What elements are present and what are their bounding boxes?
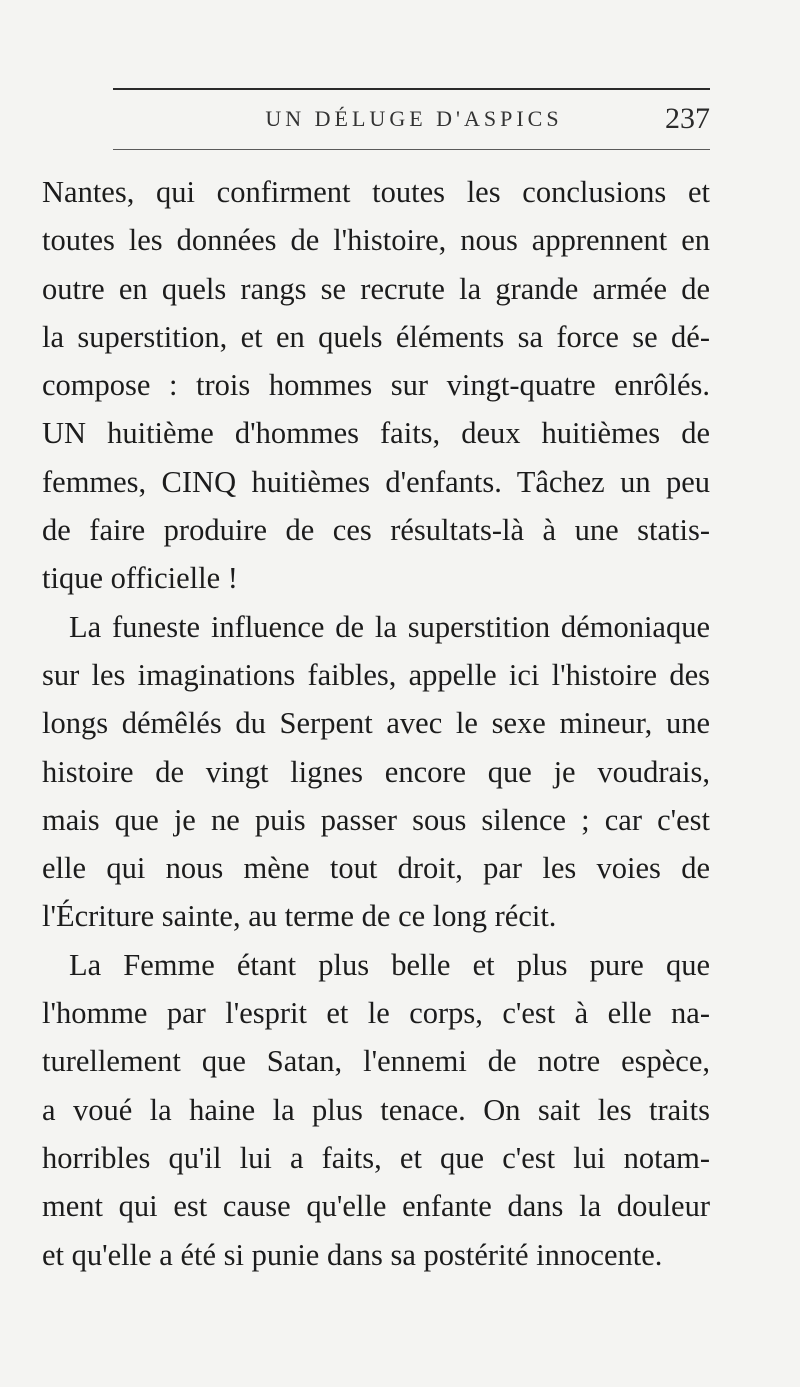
header-rule-bottom [113, 149, 710, 150]
text-line: turellement que Satan, l'ennemi de notre espèce, [42, 1044, 710, 1079]
text-line: La Femme étant plus belle et plus pure que [69, 947, 710, 982]
text-line: a voué la haine la plus tenace. On sait les traits [42, 1092, 710, 1127]
text-line: l'Écriture sainte, au terme de ce long récit. [42, 899, 557, 934]
text-line: compose : trois hommes sur vingt-quatre enrôlés. [42, 368, 710, 403]
text-line: mais que je ne puis passer sous silence ; car c'est [42, 802, 710, 837]
text-line: horribles qu'il lui a faits, et que c'est lui notam- [42, 1140, 710, 1175]
text-line: La funeste influence de la superstition démoniaque [69, 609, 710, 644]
text-line: et qu'elle a été si punie dans sa postérité innocente. [42, 1237, 663, 1272]
text-line: tique officielle ! [42, 561, 238, 596]
text-line: l'homme par l'esprit et le corps, c'est à elle na- [42, 996, 710, 1031]
text-line: histoire de vingt lignes encore que je voudrais, [42, 754, 710, 789]
text-line: de faire produire de ces résultats-là à une statis- [42, 513, 710, 548]
header-rule-top [113, 88, 710, 90]
text-line: sur les imaginations faibles, appelle ici l'histoire des [42, 657, 710, 692]
page-number: 237 [665, 102, 710, 135]
text-line: outre en quels rangs se recrute la grande armée de [42, 271, 710, 306]
running-title: UN DÉLUGE D'ASPICS [265, 106, 563, 131]
page-header [118, 102, 710, 142]
text-line: UN huitième d'hommes faits, deux huitièmes de [42, 416, 710, 451]
text-line: la superstition, et en quels éléments sa force se dé- [42, 319, 710, 354]
text-line: femmes, CINQ huitièmes d'enfants. Tâchez un peu [42, 464, 710, 499]
text-line: toutes les données de l'histoire, nous apprennent en [42, 223, 710, 258]
text-line: ment qui est cause qu'elle enfante dans la douleur [42, 1189, 710, 1224]
text-line: Nantes, qui confirment toutes les conclusions et [42, 175, 710, 209]
text-line: longs démêlés du Serpent avec le sexe mineur, une [42, 706, 710, 741]
body-text [42, 168, 710, 1279]
text-line: elle qui nous mène tout droit, par les voies de [42, 851, 710, 886]
